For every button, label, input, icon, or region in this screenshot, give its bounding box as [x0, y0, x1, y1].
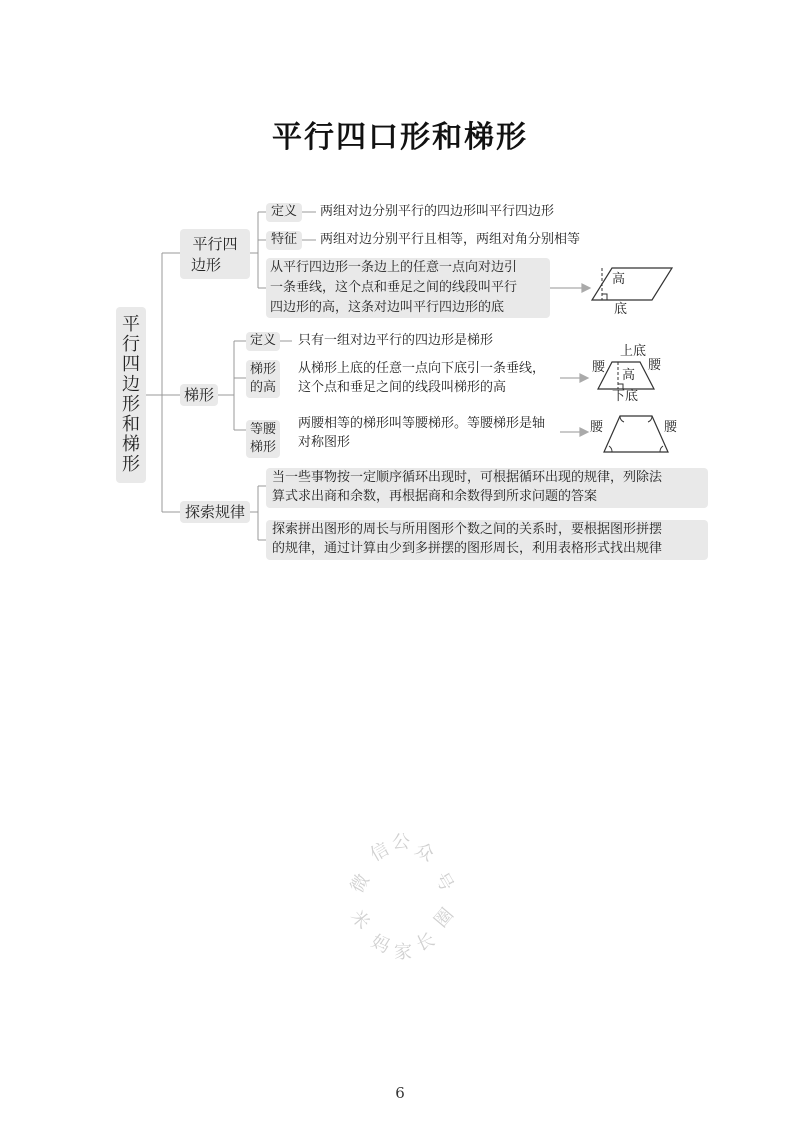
parallelogram-definition-tag: 定义: [266, 203, 302, 222]
trapezoid-definition-tag: 定义: [246, 332, 280, 351]
trapezoid-figure-bottom-label: 下底: [612, 389, 639, 404]
patterns-item-2-line: 的规律，通过计算由少到多拼摆的图形周长，利用表格形式找出规律: [272, 541, 663, 556]
isosceles-figure-leg-left: 腰: [590, 420, 604, 435]
parallelogram-label-line2: 边形: [190, 256, 221, 274]
page-number: 6: [395, 1084, 405, 1102]
trapezoid-figure-leg-right: 腰: [648, 358, 662, 373]
patterns-item-1: [266, 468, 708, 508]
page-title: 平行四口形和梯形: [272, 120, 528, 155]
parallelogram-figure: [590, 262, 680, 322]
parallelogram-height-line: 从平行四边形一条边上的任意一点向对边引: [270, 260, 518, 275]
patterns-item-2-line: 探索拼出图形的周长与所用图形个数之间的关系时，要根据图形拼摆: [272, 522, 663, 537]
parallelogram-label-line1: 平行四: [192, 235, 238, 253]
watermark-stamp: 微 信 公 众 号 米 妈 家 长 圈: [346, 832, 458, 963]
root-label: 平 行 四 边 形 和 梯 形: [116, 315, 146, 475]
trapezoid-figure-height-label: 高: [622, 368, 636, 383]
isosceles-figure-leg-right: 腰: [664, 420, 678, 435]
trapezoid-height-line: 这个点和垂足之间的线段叫梯形的高: [298, 380, 507, 395]
parallelogram-feature-tag: 特征: [266, 231, 302, 250]
trapezoid-figure-top-label: 上底: [620, 344, 647, 359]
parallelogram-node: [180, 229, 250, 279]
trapezoid-definition-text: 只有一组对边平行的四边形是梯形: [298, 333, 494, 348]
isosceles-trapezoid-tag: 等腰 梯形: [246, 420, 280, 458]
trapezoid-height-tag: 梯形 的高: [246, 360, 280, 398]
isosceles-trapezoid-line: 两腰相等的梯形叫等腰梯形。等腰梯形是轴: [298, 416, 546, 431]
parallelogram-height-line: 四边形的高，这条对边叫平行四边形的底: [270, 300, 505, 315]
parallelogram-figure-base-label: 底: [614, 302, 628, 317]
patterns-item-2: [266, 520, 708, 560]
parallelogram-figure-height-label: 高: [612, 272, 626, 287]
patterns-item-1-line: 当一些事物按一定顺序循环出现时，可根据循环出现的规律，列除法: [272, 470, 663, 485]
trapezoid-node: 梯形: [180, 384, 218, 406]
parallelogram-height-line: 一条垂线，这个点和垂足之间的线段叫平行: [270, 280, 518, 295]
parallelogram-feature-text: 两组对边分别平行且相等，两组对角分别相等: [320, 232, 581, 247]
isosceles-trapezoid-line: 对称图形: [298, 435, 351, 450]
patterns-node: 探索规律: [180, 501, 250, 523]
trapezoid-height-line: 从梯形上底的任意一点向下底引一条垂线，: [298, 361, 546, 376]
trapezoid-figure-leg-left: 腰: [592, 360, 606, 375]
root-label-char: 形: [122, 454, 140, 475]
patterns-item-1-line: 算式求出商和余数，再根据商和余数得到所求问题的答案: [272, 489, 598, 504]
root-node: [116, 307, 146, 483]
parallelogram-height-box: [266, 258, 550, 318]
parallelogram-definition-text: 两组对边分别平行的四边形叫平行四边形: [320, 204, 555, 219]
